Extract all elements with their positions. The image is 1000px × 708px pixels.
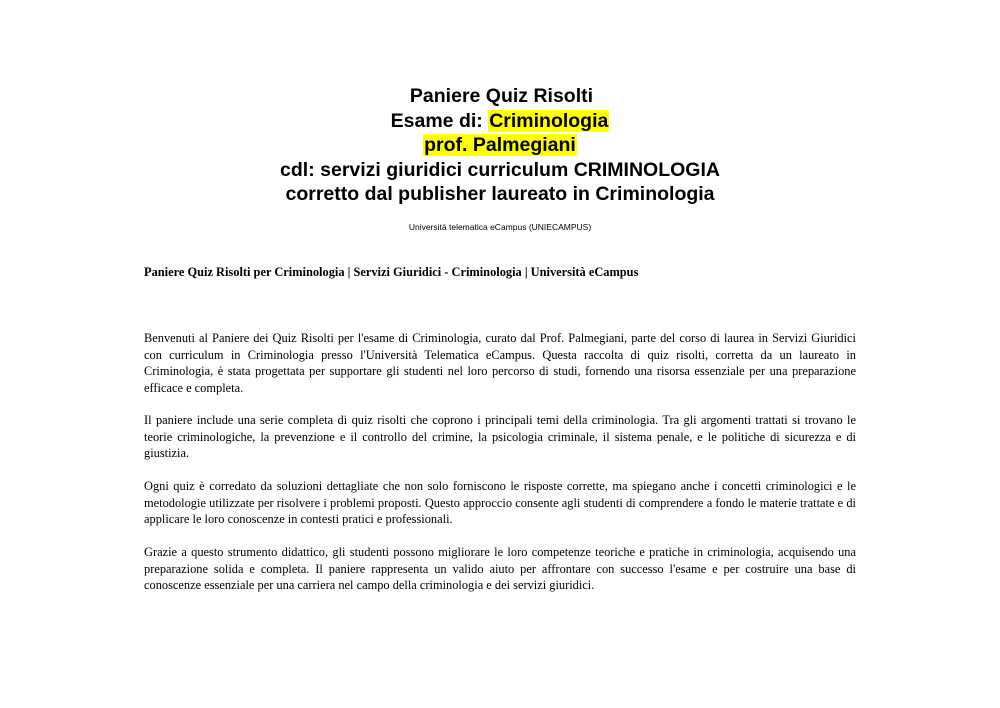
title-line-1: Paniere Quiz Risolti xyxy=(409,85,594,107)
document-title-block xyxy=(0,84,1000,207)
title-line-4: cdl: servizi giuridici curriculum CRIMINOLOGIA xyxy=(280,158,720,181)
document-subtitle: Paniere Quiz Risolti per Criminologia | Servizi Giuridici - Criminologia | Università eCampus xyxy=(144,265,639,279)
title-line-5: corretto dal publisher laureato in Criminologia xyxy=(285,183,715,205)
body-paragraph-4: Grazie a questo strumento didattico, gli studenti possono migliorare le loro competenze teoriche e pratiche in criminologia, acquisendo una preparazione solida e completa. Il paniere rappresenta un valido aiuto per affrontare con successo l'esame e per costruire una base di conoscenze essenziale per una carriera nel campo della criminologia e dei servizi giuridici. xyxy=(144,545,856,592)
title-line-2 xyxy=(0,109,1000,134)
title-line-3 xyxy=(0,133,1000,158)
university-name: Università telematica eCampus (UNIECAMPUS) xyxy=(408,222,592,232)
body-paragraph-1: Benvenuti al Paniere dei Quiz Risolti per l'esame di Criminologia, curato dal Prof. Palmegiani, parte del corso di laurea in Servizi Giuridici con curriculum in Criminologia presso l'Università Telematica eCampus. Questa raccolta di quiz risolti, corretta da un laureato in Criminologia, è stata progettata per supportare gli studenti nel loro percorso di studi, fornendo una risorsa essenziale per una preparazione efficace e completa. xyxy=(144,331,856,395)
title-professor-highlight: prof. Palmegiani xyxy=(424,134,576,156)
title-exam-name-highlight: Criminologia xyxy=(489,109,609,132)
title-exam-prefix: Esame di: xyxy=(390,109,489,132)
body-paragraph-2: Il paniere include una serie completa di quiz risolti che coprono i principali temi della criminologia. Tra gli argomenti trattati si trovano le teorie criminologiche, la prevenzione e il controllo del crimine, la psicologia criminale, il sistema penale, e le politiche di sicurezza e di giustizia. xyxy=(144,413,856,460)
body-paragraph-3: Ogni quiz è corredato da soluzioni dettagliate che non solo forniscono le risposte corrette, ma spiegano anche i concetti criminologici e le metodologie utilizzate per risolvere i problemi proposti. Questo approccio consente agli studenti di comprendere a fondo le materie trattate e di applicare le loro conoscenze in contesti pratici e professionali. xyxy=(144,479,856,526)
